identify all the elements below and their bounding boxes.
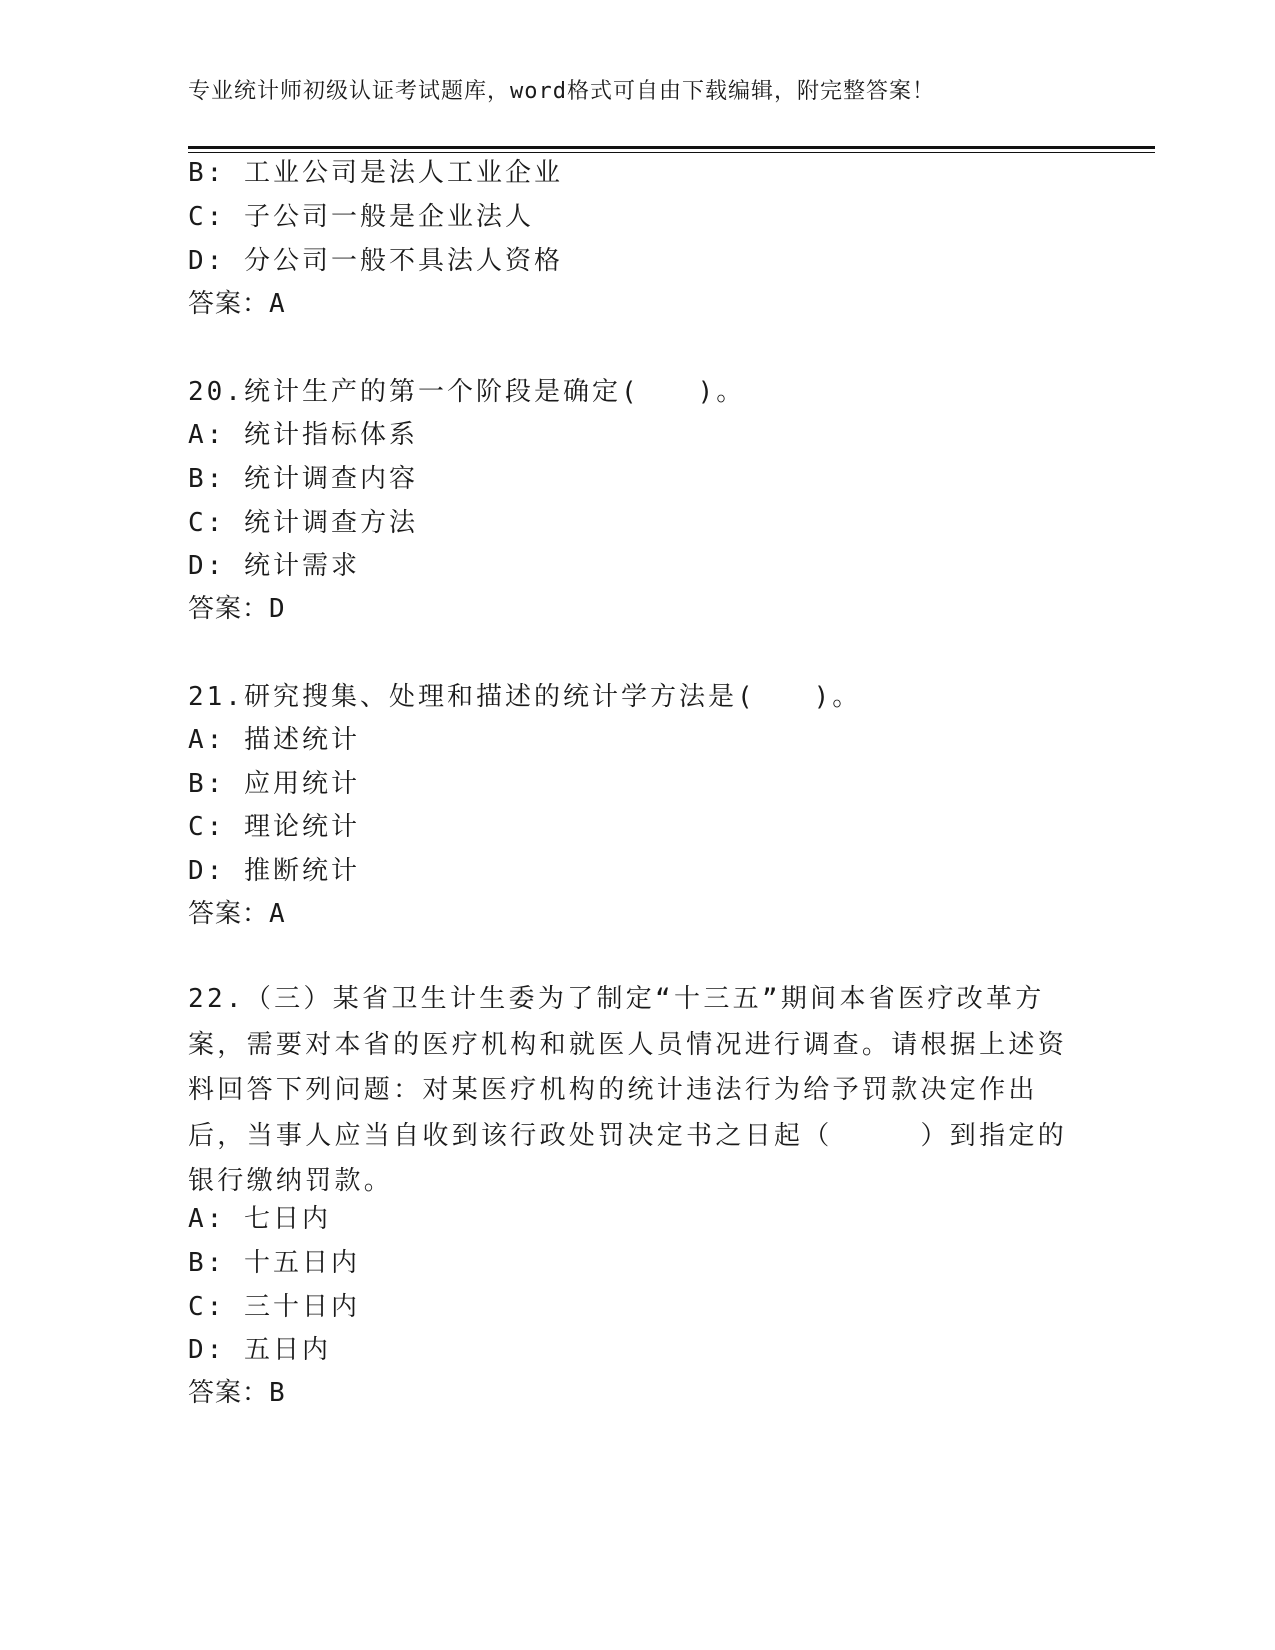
q21-option-c: C: 理论统计 [188, 812, 360, 842]
q21-stem: 21.研究搜集、处理和描述的统计学方法是( )。 [188, 682, 862, 712]
q20-option-c: C: 统计调查方法 [188, 508, 418, 538]
q19-option-c: C: 子公司一般是企业法人 [188, 202, 534, 232]
q19-option-b: B: 工业公司是法人工业企业 [188, 158, 563, 188]
q22-option-a: A: 七日内 [188, 1204, 331, 1234]
header-rule-thin [188, 152, 1155, 153]
page-header: 专业统计师初级认证考试题库，word格式可自由下载编辑，附完整答案！ [188, 79, 935, 104]
q20-option-a: A: 统计指标体系 [188, 420, 418, 450]
q19-answer: 答案：A [188, 289, 286, 319]
q21-answer: 答案：A [188, 899, 286, 929]
header-rule-thick [188, 146, 1155, 149]
q22-option-c: C: 三十日内 [188, 1292, 360, 1322]
q20-option-d: D: 统计需求 [188, 551, 360, 581]
q22-option-b: B: 十五日内 [188, 1248, 360, 1278]
q20-stem: 20.统计生产的第一个阶段是确定( )。 [188, 377, 746, 407]
q22-option-d: D: 五日内 [188, 1335, 331, 1365]
q21-option-d: D: 推断统计 [188, 856, 360, 886]
q21-option-a: A: 描述统计 [188, 725, 360, 755]
q22-stem: 22.（三）某省卫生计生委为了制定“十三五”期间本省医疗改革方案，需要对本省的医疗机构和就医人员情况进行调查。请根据上述资料回答下列问题：对某医疗机构的统计违法行为给予罚款决定作出后，当事人应当自收到该行政处罚决定书之日起（ ）到指定的银行缴纳罚款。 [188, 984, 1068, 1196]
q20-answer: 答案：D [188, 594, 286, 624]
q19-option-d: D: 分公司一般不具法人资格 [188, 246, 563, 276]
q21-option-b: B: 应用统计 [188, 769, 360, 799]
q22-answer: 答案：B [188, 1378, 286, 1408]
q20-option-b: B: 统计调查内容 [188, 464, 418, 494]
